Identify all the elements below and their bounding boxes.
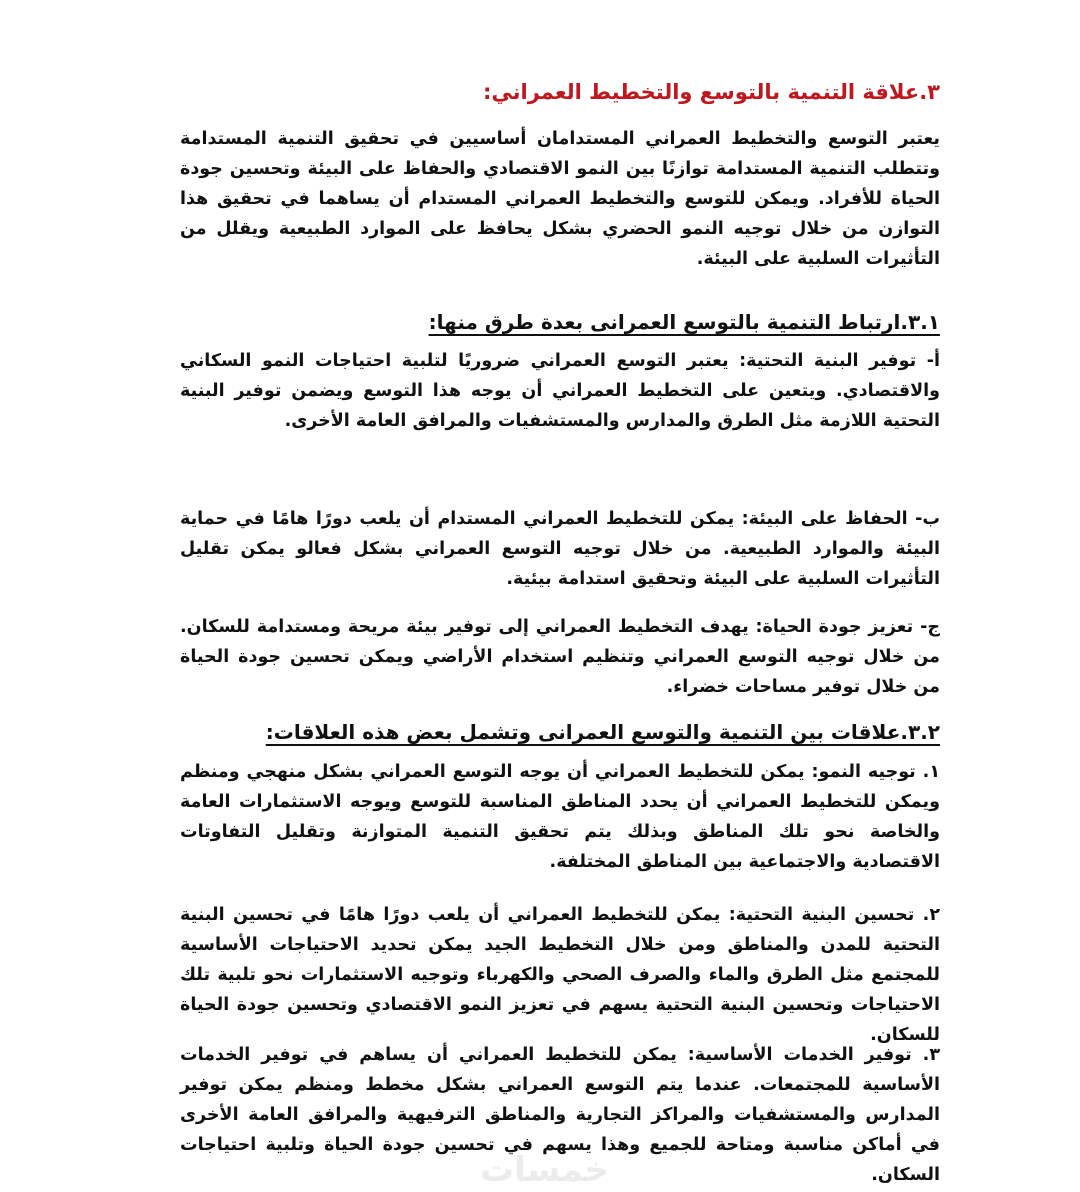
paragraph-basic-services: ٣. توفير الخدمات الأساسية: يمكن للتخطيط العمراني أن يساهم في توفير الخدمات الأساسية للمجتمعات. عندما يتم التوسع العمراني بشكل مخطط ومنظم يمكن توفير المدارس والمستشفيات والمراكز التجارية والمناطق الترفيهية والمرافق العامة الأخرى في أماكن مناسبة ومتاحة للجميع وهذا يسهم في تحسين جودة الحياة وتلبية احتياجات السكان. (180, 1045, 940, 1185)
watermark: خمسات (480, 1150, 609, 1190)
paragraph-infrastructure: أ- توفير البنية التحتية: يعتبر التوسع العمراني ضروريًا لتلبية احتياجات النمو السكاني والاقتصادي. ويتعين على التخطيط العمراني أن يوجه هذا التوسع ويضمن توفير البنية التحتية اللازمة مثل الطرق والمدارس والمستشفيات والمرافق العامة الأخرى. (180, 351, 940, 431)
subsection-heading-3-2: ٣.٢.علاقات بين التنمية والتوسع العمرانى وتشمل بعض هذه العلاقات: (265, 720, 940, 744)
paragraph-environment: ب- الحفاظ على البيئة: يمكن للتخطيط العمراني المستدام أن يلعب دورًا هامًا في حماية البيئة والموارد الطبيعية. من خلال توجيه التوسع العمراني بشكل فعالو يمكن تقليل التأثيرات السلبية على البيئة وتحقيق استدامة بيئية. (180, 509, 940, 589)
section-title: ٣.علاقة التنمية بالتوسع والتخطيط العمراني: (483, 80, 940, 104)
paragraph-improve-infrastructure: ٢. تحسين البنية التحتية: يمكن للتخطيط العمراني أن يلعب دورًا هامًا في تحسين البنية التحتية للمدن والمناطق ومن خلال التخطيط الجيد يمكن تحديد الاحتياجات الأساسية للمجتمع مثل الطرق والماء والصرف الصحي والكهرباء وتوجيه الاستثمارات نحو تلبية تلك الاحتياجات وتحسين البنية التحتية يسهم في تعزيز النمو الاقتصادي وتحسين جودة الحياة للسكان. (180, 905, 940, 1045)
paragraph-quality-of-life: ج- تعزيز جودة الحياة: يهدف التخطيط العمراني إلى توفير بيئة مريحة ومستدامة للسكان. من خلال توجيه التوسع العمراني وتنظيم استخدام الأراضي ويمكن تحسين جودة الحياة من خلال توفير مساحات خضراء. (180, 617, 940, 697)
paragraph-growth-direction: ١. توجيه النمو: يمكن للتخطيط العمراني أن يوجه التوسع العمراني بشكل منهجي ومنظم ويمكن للتخطيط العمراني أن يحدد المناطق المناسبة للتوسع ويوجه الاستثمارات العامة والخاصة نحو تلك المناطق وبذلك يتم تحقيق التنمية المتوازنة وتقليل التفاوتات الاقتصادية والاجتماعية بين المناطق المختلفة. (180, 762, 940, 872)
subsection-heading-3-1: ٣.١.ارتباط التنمية بالتوسع العمرانى بعدة طرق منها: (428, 310, 940, 334)
intro-paragraph: يعتبر التوسع والتخطيط العمراني المستدامان أساسيين في تحقيق التنمية المستدامة وتتطلب التنمية المستدامة توازنًا بين النمو الاقتصادي والحفاظ على البيئة وتحسين جودة الحياة للأفراد. ويمكن للتوسع والتخطيط العمراني المستدام أن يساهما في تحقيق هذا التوازن من خلال توجيه النمو الحضري بشكل يحافظ على الموارد الطبيعية ويقلل من التأثيرات السلبية على البيئة. (180, 129, 940, 269)
